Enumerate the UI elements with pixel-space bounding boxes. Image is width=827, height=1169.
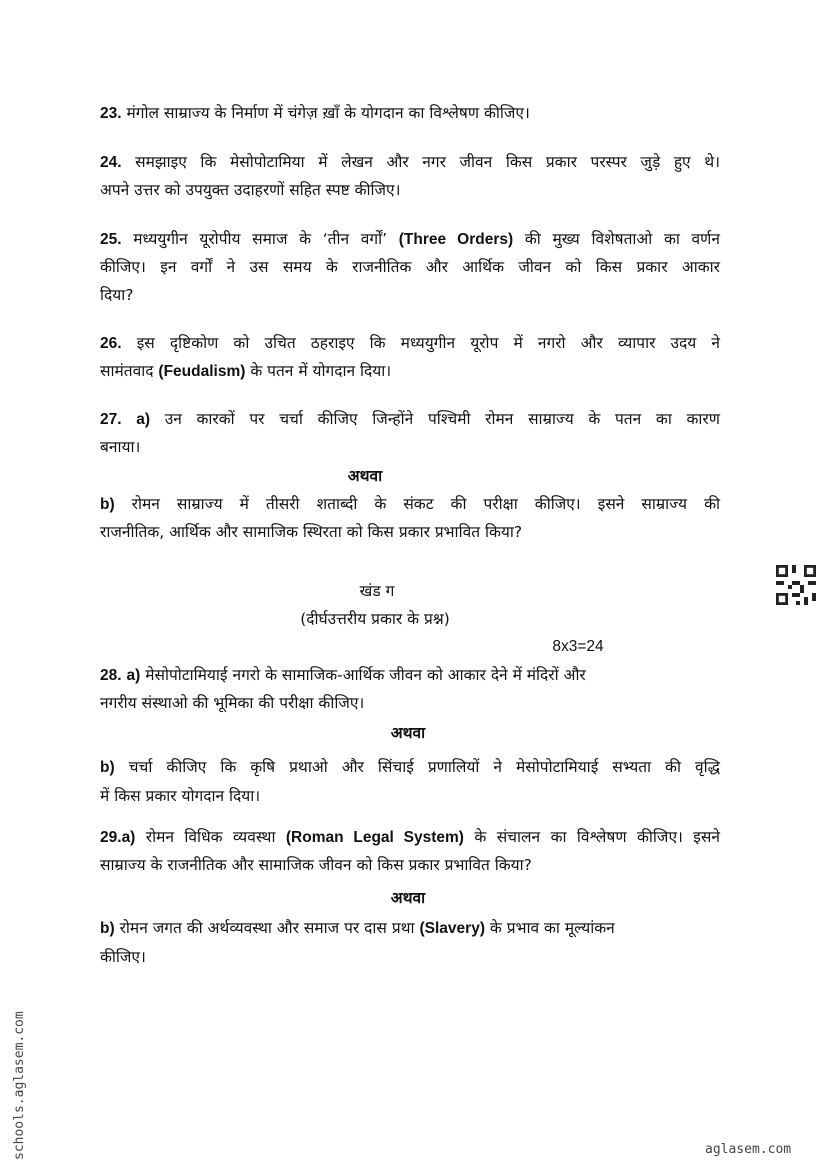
qr-code-icon	[776, 565, 816, 605]
or-separator: अथवा	[390, 724, 426, 742]
question-text: के प्रभाव का मूल्यांकन	[489, 919, 615, 937]
question-text: समझाइए कि मेसोपोटामिया में लेखन और नगर जीवन किस प्रकार परस्पर जुड़े हुए थे।	[135, 153, 721, 171]
question-number: 29.	[100, 829, 122, 846]
option-label: b)	[100, 496, 115, 513]
option-label: b)	[100, 759, 115, 776]
question-text: मंगोल साम्राज्य के निर्माण में चंगेज़ ख़ाँ के योगदान का विश्लेषण कीजिए।	[126, 104, 530, 122]
english-term: (Slavery)	[419, 920, 485, 937]
question-text: उन कारकों पर चर्चा कीजिए जिन्होंने पश्चिमी रोमन साम्राज्य के पतन का कारण	[164, 410, 720, 428]
question-text: इस दृष्टिकोण को उचित ठहराइए कि मध्ययुगीन यूरोप में नगरो और व्यापार उदय ने	[136, 334, 720, 352]
question-number: 23.	[100, 105, 122, 122]
question-text: राजनीतिक, आर्थिक और सामाजिक स्थिरता को किस प्रकार प्रभावित किया?	[100, 523, 523, 541]
option-label: a)	[126, 667, 141, 684]
question-text: कीजिए। इन वर्गों ने उस समय के राजनीतिक और आर्थिक जीवन को किस प्रकार आकार	[100, 258, 720, 276]
question-text: की मुख्य विशेषताओ का वर्णन	[524, 230, 720, 248]
question-text: चर्चा कीजिए कि कृषि प्रथाओ और सिंचाई प्रणालियों ने मेसोपोटामियाई सभ्यता की वृद्धि	[128, 758, 720, 776]
question-text: बनाया।	[100, 438, 141, 456]
question-number: 28.	[100, 667, 122, 684]
question-text: अपने उत्तर को उपयुक्त उदाहरणों सहित स्पष्ट कीजिए।	[100, 181, 401, 199]
section-subtitle: (दीर्घउत्तरीय प्रकार के प्रश्न)	[300, 610, 450, 628]
question-text: में किस प्रकार योगदान दिया।	[100, 787, 261, 805]
question-text: कीजिए।	[100, 948, 146, 966]
section-title: खंड ग	[359, 582, 395, 600]
option-label: a)	[136, 411, 151, 428]
question-number: 26.	[100, 335, 122, 352]
english-term: (Roman Legal System)	[285, 829, 464, 846]
side-watermark: schools.aglasem.com	[12, 1011, 27, 1160]
option-label: b)	[100, 920, 115, 937]
question-number: 27.	[100, 411, 122, 428]
question-number: 25.	[100, 231, 122, 248]
question-text: सामंतवाद	[100, 362, 154, 380]
question-text: दिया?	[100, 286, 134, 304]
question-text: साम्राज्य के राजनीतिक और सामाजिक जीवन को किस प्रकार प्रभावित किया?	[100, 856, 532, 874]
question-text: मेसोपोटामियाई नगरो के सामाजिक-आर्थिक जीवन को आकार देने में मंदिरों और	[145, 666, 586, 684]
english-term: (Feudalism)	[158, 363, 246, 380]
question-text: के पतन में योगदान दिया।	[250, 362, 392, 380]
question-text: रोमन साम्राज्य में तीसरी शताब्दी के संकट की परीक्षा कीजिए। इसने साम्राज्य की	[131, 495, 720, 513]
question-text: के संचालन का विश्लेषण कीजिए। इसने	[474, 828, 720, 846]
section-marks: 8x3=24	[552, 638, 604, 655]
option-label: a)	[121, 829, 136, 846]
question-text: रोमन विधिक व्यवस्था	[145, 828, 276, 846]
bottom-watermark: aglasem.com	[705, 1142, 792, 1157]
or-separator: अथवा	[347, 467, 383, 485]
english-term: (Three Orders)	[398, 231, 514, 248]
or-separator: अथवा	[390, 889, 426, 907]
question-text: नगरीय संस्थाओ की भूमिका की परीक्षा कीजिए।	[100, 694, 365, 712]
question-number: 24.	[100, 154, 122, 171]
question-text: रोमन जगत की अर्थव्यवस्था और समाज पर दास प्रथा	[119, 919, 415, 937]
question-text: मध्ययुगीन यूरोपीय समाज के ‘तीन वर्गों’	[133, 230, 388, 248]
